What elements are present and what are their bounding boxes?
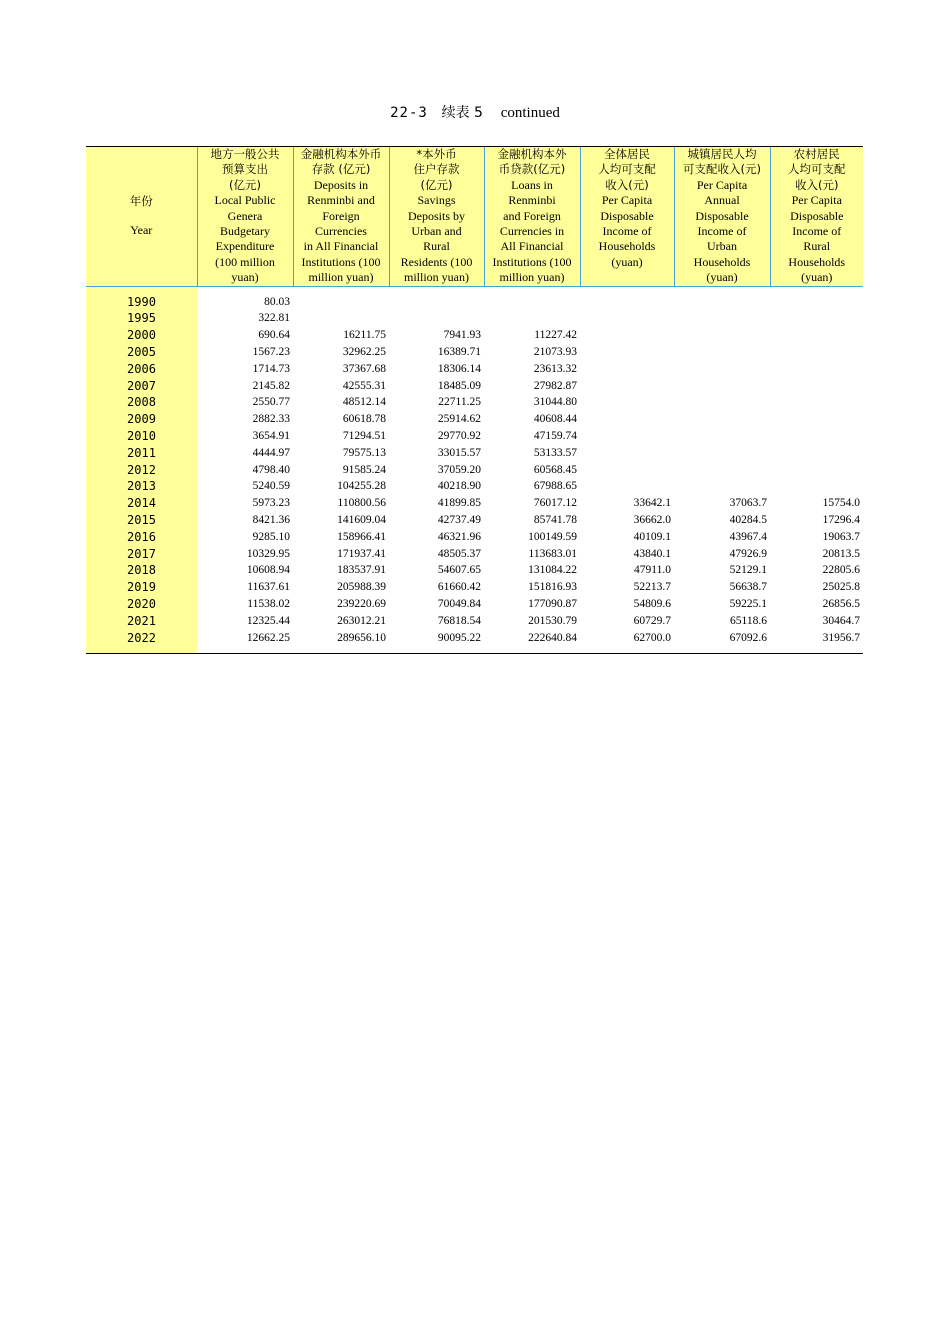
column-header-6 <box>674 147 770 287</box>
value-cell <box>770 462 863 479</box>
value-cell: 46321.96 <box>437 530 481 543</box>
value-cell: 11538.02 <box>247 598 290 610</box>
table-row <box>86 394 863 411</box>
column-header-2 <box>293 147 389 287</box>
value-cell: 65118.6 <box>730 614 767 627</box>
value-cell: 30464.7 <box>822 614 860 627</box>
value-cell: 9285.10 <box>252 530 290 543</box>
table-row <box>86 378 863 395</box>
value-cell: 4444.97 <box>252 446 290 459</box>
value-cell <box>293 310 389 327</box>
table-row <box>86 428 863 445</box>
value-cell: 110800.56 <box>337 497 386 510</box>
value-cell: 29770.92 <box>437 430 481 443</box>
year-cell: 2010 <box>86 428 197 445</box>
year-cell: 2005 <box>86 344 197 361</box>
value-cell <box>674 462 770 479</box>
value-cell: 59225.1 <box>729 598 767 610</box>
value-cell: 4798.40 <box>252 463 290 476</box>
value-cell: 1714.73 <box>252 362 290 375</box>
value-cell: 11227.42 <box>534 329 577 342</box>
value-cell <box>770 428 863 445</box>
year-cell: 2012 <box>86 462 197 479</box>
column-header-zh: 地方一般公共 预算支出 (亿元) <box>210 147 280 192</box>
value-cell: 222640.84 <box>484 630 580 654</box>
value-cell <box>580 478 674 495</box>
value-cell: 2550.77 <box>252 396 290 409</box>
value-cell <box>770 361 863 378</box>
value-cell: 151816.93 <box>528 581 577 594</box>
value-cell: 18306.14 <box>437 362 481 375</box>
value-cell: 19063.7 <box>822 530 860 543</box>
year-cell: 2015 <box>86 512 197 529</box>
value-cell <box>580 394 674 411</box>
value-cell: 158966.41 <box>337 530 386 543</box>
value-cell: 201530.79 <box>528 614 577 627</box>
value-cell <box>674 286 770 310</box>
table-row <box>86 445 863 462</box>
value-cell: 33642.1 <box>633 497 671 510</box>
value-cell: 91585.24 <box>342 463 386 476</box>
value-cell: 12662.25 <box>197 630 293 654</box>
value-cell: 54809.6 <box>633 598 671 610</box>
value-cell: 60729.7 <box>633 614 671 627</box>
table-row <box>86 613 863 630</box>
value-cell: 22711.25 <box>438 396 481 409</box>
value-cell: 60618.78 <box>342 413 386 426</box>
year-cell: 2022 <box>86 630 197 654</box>
year-cell: 2006 <box>86 361 197 378</box>
year-cell: 2021 <box>86 613 197 630</box>
value-cell: 141609.04 <box>337 514 386 527</box>
value-cell: 171937.41 <box>337 547 386 560</box>
value-cell: 60568.45 <box>533 463 577 476</box>
value-cell: 70049.84 <box>437 598 481 610</box>
column-header-en: Per Capita Disposable Income of Households (yuan) <box>598 193 656 269</box>
value-cell: 16389.71 <box>437 346 481 359</box>
value-cell: 47926.9 <box>729 547 767 560</box>
value-cell: 32962.25 <box>342 346 386 359</box>
table-row <box>86 579 863 596</box>
column-header-1 <box>197 147 293 287</box>
value-cell: 52129.1 <box>729 564 767 577</box>
value-cell <box>389 286 484 310</box>
year-cell: 2019 <box>86 579 197 596</box>
value-cell: 239220.69 <box>337 598 386 610</box>
value-cell: 31956.7 <box>770 630 863 654</box>
value-cell: 12325.44 <box>246 614 290 627</box>
column-header-7 <box>770 147 863 287</box>
year-cell: 1990 <box>86 286 197 310</box>
value-cell: 40109.1 <box>633 530 671 543</box>
value-cell <box>674 361 770 378</box>
value-cell: 20813.5 <box>822 547 860 560</box>
header-row <box>86 147 863 287</box>
value-cell <box>674 378 770 395</box>
value-cell: 40284.5 <box>729 514 767 527</box>
value-cell <box>674 344 770 361</box>
value-cell <box>674 478 770 495</box>
value-cell: 104255.28 <box>337 480 386 493</box>
value-cell: 85741.78 <box>533 514 577 527</box>
value-cell: 5240.59 <box>252 480 290 493</box>
value-cell <box>770 327 863 344</box>
value-cell <box>580 462 674 479</box>
value-cell: 40608.44 <box>533 413 577 426</box>
column-header-en: Per Capita Disposable Income of Rural Households (yuan) <box>788 193 846 285</box>
table-row <box>86 546 863 563</box>
value-cell: 90095.22 <box>389 630 484 654</box>
table-row <box>86 310 863 327</box>
value-cell: 48512.14 <box>342 396 386 409</box>
table-row <box>86 462 863 479</box>
value-cell: 52213.7 <box>633 581 671 594</box>
table-row <box>86 361 863 378</box>
value-cell: 36662.0 <box>633 514 671 527</box>
value-cell <box>389 310 484 327</box>
year-cell: 2020 <box>86 596 197 613</box>
value-cell <box>484 286 580 310</box>
value-cell <box>770 378 863 395</box>
value-cell: 177090.87 <box>528 598 577 610</box>
value-cell: 76818.54 <box>437 614 481 627</box>
value-cell <box>770 310 863 327</box>
value-cell <box>580 310 674 327</box>
value-cell <box>484 310 580 327</box>
value-cell: 3654.91 <box>252 430 290 443</box>
table-row <box>86 478 863 495</box>
value-cell: 205988.39 <box>337 581 386 594</box>
year-cell: 2016 <box>86 529 197 546</box>
column-header-zh: 金融机构本外币 存款 (亿元) <box>300 147 382 177</box>
value-cell: 80.03 <box>264 295 290 308</box>
value-cell: 47911.0 <box>634 564 671 577</box>
value-cell <box>770 344 863 361</box>
value-cell: 53133.57 <box>533 446 577 459</box>
value-cell: 43967.4 <box>729 530 767 543</box>
value-cell: 15754.0 <box>822 497 860 510</box>
value-cell: 7941.93 <box>443 329 481 342</box>
year-cell: 2017 <box>86 546 197 563</box>
value-cell: 33015.57 <box>437 446 481 459</box>
page-title <box>0 103 950 123</box>
value-cell: 41899.85 <box>437 497 481 510</box>
value-cell: 47159.74 <box>533 430 577 443</box>
value-cell: 62700.0 <box>580 630 674 654</box>
table-row <box>86 327 863 344</box>
value-cell: 56638.7 <box>729 581 767 594</box>
year-cell: 2009 <box>86 411 197 428</box>
value-cell <box>674 428 770 445</box>
value-cell: 37063.7 <box>729 497 767 510</box>
column-header-4 <box>484 147 580 287</box>
title-zh: 续表 5 <box>441 105 483 121</box>
column-header-0 <box>86 147 197 287</box>
value-cell <box>580 361 674 378</box>
value-cell: 17296.4 <box>822 514 860 527</box>
column-header-en: Loans in Renminbi and Foreign Currencies in All Financial Institutions (100 million yuan) <box>492 177 572 285</box>
column-header-zh: 城镇居民人均 可支配收入(元) <box>683 147 761 177</box>
value-cell: 10329.95 <box>246 547 290 560</box>
value-cell: 67988.65 <box>533 480 577 493</box>
value-cell: 67092.6 <box>674 630 770 654</box>
value-cell <box>770 478 863 495</box>
value-cell: 16211.75 <box>343 329 386 342</box>
value-cell <box>580 445 674 462</box>
column-header-en: Per Capita Annual Disposable Income of Urban Households (yuan) <box>693 177 751 285</box>
column-header-zh: 金融机构本外 币贷款(亿元) <box>497 147 567 177</box>
value-cell: 289656.10 <box>293 630 389 654</box>
value-cell <box>580 378 674 395</box>
value-cell: 1567.23 <box>252 346 290 359</box>
value-cell: 27982.87 <box>533 379 577 392</box>
value-cell: 25914.62 <box>437 413 481 426</box>
column-header-zh: 年份 <box>129 193 153 208</box>
value-cell <box>674 411 770 428</box>
value-cell: 23613.32 <box>533 362 577 375</box>
table-row <box>86 411 863 428</box>
table-row <box>86 562 863 579</box>
value-cell: 2882.33 <box>252 413 290 426</box>
value-cell: 54607.65 <box>437 564 481 577</box>
table-row <box>86 344 863 361</box>
value-cell <box>580 327 674 344</box>
title-en: continued <box>500 105 560 121</box>
year-cell: 2000 <box>86 327 197 344</box>
value-cell: 183537.91 <box>337 564 386 577</box>
value-cell: 31044.80 <box>533 396 577 409</box>
table-row <box>86 495 863 512</box>
value-cell <box>674 394 770 411</box>
statistics-table <box>86 146 863 654</box>
column-header-zh: *本外币 住户存款 (亿元) <box>413 147 460 192</box>
table-body <box>86 286 863 654</box>
table-number: 22-3 <box>390 105 428 121</box>
column-header-en: Savings Deposits by Urban and Rural Residents (100 million yuan) <box>400 193 473 285</box>
value-cell: 21073.93 <box>533 346 577 359</box>
value-cell <box>674 445 770 462</box>
column-header-zh: 全体居民 人均可支配 收入(元) <box>598 147 656 192</box>
table-row <box>86 630 863 654</box>
value-cell <box>770 445 863 462</box>
column-header-zh: 农村居民 人均可支配 收入(元) <box>788 147 846 192</box>
year-cell: 2018 <box>86 562 197 579</box>
year-cell: 2007 <box>86 378 197 395</box>
table-row <box>86 596 863 613</box>
value-cell: 5973.23 <box>252 497 290 510</box>
value-cell: 10608.94 <box>246 564 290 577</box>
year-cell: 2014 <box>86 495 197 512</box>
value-cell: 25025.8 <box>822 581 860 594</box>
value-cell: 76017.12 <box>533 497 577 510</box>
value-cell: 42737.49 <box>437 514 481 527</box>
column-header-en: Deposits in Renminbi and Foreign Currencies in All Financial Institutions (100 million yuan) <box>301 177 381 285</box>
value-cell <box>580 411 674 428</box>
year-cell: 2008 <box>86 394 197 411</box>
value-cell <box>580 428 674 445</box>
value-cell: 113683.01 <box>528 547 577 560</box>
value-cell <box>580 286 674 310</box>
value-cell: 2145.82 <box>252 379 290 392</box>
value-cell: 26856.5 <box>822 598 860 610</box>
value-cell: 40218.90 <box>437 480 481 493</box>
table-row <box>86 512 863 529</box>
value-cell: 8421.36 <box>252 514 290 527</box>
value-cell: 263012.21 <box>337 614 386 627</box>
year-cell: 2013 <box>86 478 197 495</box>
value-cell <box>674 327 770 344</box>
value-cell <box>770 286 863 310</box>
value-cell: 131084.22 <box>528 564 577 577</box>
value-cell: 37059.20 <box>437 463 481 476</box>
column-header-en: Year <box>130 223 153 238</box>
value-cell <box>293 286 389 310</box>
value-cell: 61660.42 <box>437 581 481 594</box>
value-cell: 322.81 <box>258 312 290 325</box>
value-cell <box>580 344 674 361</box>
column-header-3 <box>389 147 484 287</box>
table-row <box>86 286 863 310</box>
value-cell: 79575.13 <box>342 446 386 459</box>
column-header-en: Local Public Genera Budgetary Expenditure (100 million yuan) <box>214 193 276 285</box>
value-cell <box>770 394 863 411</box>
value-cell: 71294.51 <box>342 430 386 443</box>
value-cell: 690.64 <box>258 329 290 342</box>
value-cell: 18485.09 <box>437 379 481 392</box>
value-cell: 22805.6 <box>822 564 860 577</box>
value-cell: 43840.1 <box>633 547 671 560</box>
column-header-5 <box>580 147 674 287</box>
value-cell: 42555.31 <box>342 379 386 392</box>
year-cell: 2011 <box>86 445 197 462</box>
value-cell: 100149.59 <box>528 530 577 543</box>
value-cell <box>770 411 863 428</box>
value-cell: 11637.61 <box>247 581 290 594</box>
table-row <box>86 529 863 546</box>
value-cell: 48505.37 <box>437 547 481 560</box>
value-cell: 37367.68 <box>342 362 386 375</box>
value-cell <box>674 310 770 327</box>
year-cell: 1995 <box>86 310 197 327</box>
